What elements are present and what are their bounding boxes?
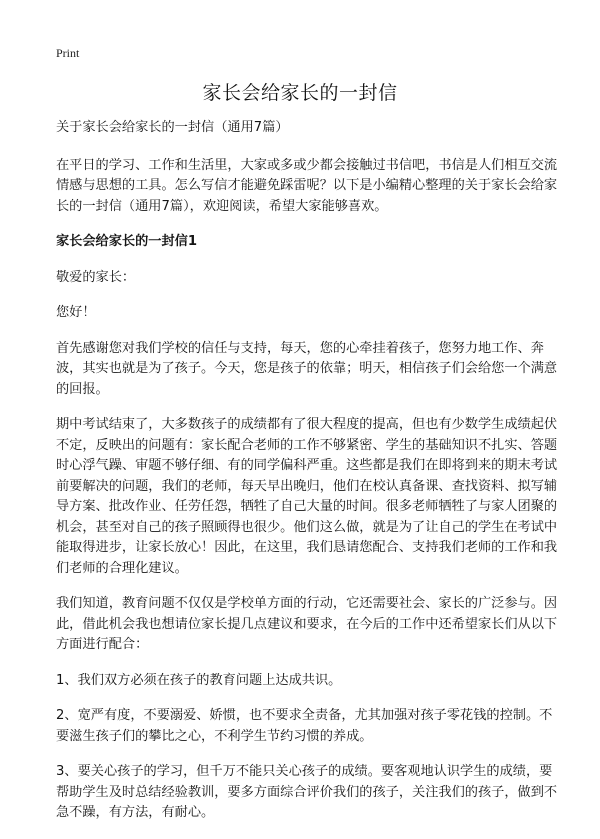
print-link[interactable]: Print: [56, 46, 80, 60]
list-item: 3、要关心孩子的学习，但千万不能只关心孩子的成绩。要客观地认识学生的成绩，要帮助学生及时总结经验教训，要多方面综合评价我们的孩子，关注我们的孩子，做到不急不躁，有方法，有耐心。: [56, 764, 558, 820]
body-paragraph: 首先感谢您对我们学校的信任与支持，每天，您的心牵挂着孩子，您努力地工作、奔波，其实也就是为了孩子。今天，您是孩子的依靠；明天，相信孩子们会给您一个满意的回报。: [56, 340, 558, 397]
body-paragraph: 我们知道，教育问题不仅仅是学校单方面的行动，它还需要社会、家长的广泛参与。因此，借此机会我也想请位家长提几点建议和要求，在今后的工作中还希望家长们从以下方面进行配合：: [56, 596, 558, 652]
list-item: 1、我们双方必须在孩子的教育问题上达成共识。: [56, 672, 342, 688]
salutation: 敬爱的家长：: [56, 269, 136, 285]
list-item: 2、宽严有度，不要溺爱、娇惯，也不要求全责备，尤其加强对孩子零花钱的控制。不要滋生孩子们的攀比之心，不利学生节约习惯的养成。: [56, 708, 553, 744]
section-heading: 家长会给家长的一封信1: [56, 234, 198, 249]
intro-paragraph: 在平日的学习、工作和生活里，大家或多或少都会接触过书信吧，书信是人们相互交流情感与思想的工具。怎么写信才能避免踩雷呢？以下是小编精心整理的关于家长会给家长的一封信（通用7篇），欢迎阅读，希望大家能够喜欢。: [56, 157, 558, 214]
article-body: [56, 118, 560, 839]
article-subtitle: 关于家长会给家长的一封信（通用7篇）: [56, 120, 289, 135]
body-paragraph: 期中考试结束了，大多数孩子的成绩都有了很大程度的提高，但也有少数学生成绩起伏不定，反映出的问题有：家长配合老师的工作不够紧密、学生的基础知识不扎实、答题时心浮气躁、审题不够仔细、有的同学偏科严重。这些都是我们在即将到来的期末考试前要解决的问题，我们的老师，每天早出晚归，他们在校认真备课、查找资料、拟写辅导方案、批改作业、任劳任怨，牺牲了自己大量的时间。很多老师牺牲了与家人团聚的机会，甚至对自己的孩子照顾得也很少。他们这么做，就是为了让自己的学生在考试中能取得进步，让家长放心！因此，在这里，我们恳请您配合、支持我们老师的工作和我们老师的合理化建议。: [56, 417, 558, 576]
greeting: 您好！: [56, 305, 96, 320]
page-title: 家长会给家长的一封信: [202, 82, 398, 104]
